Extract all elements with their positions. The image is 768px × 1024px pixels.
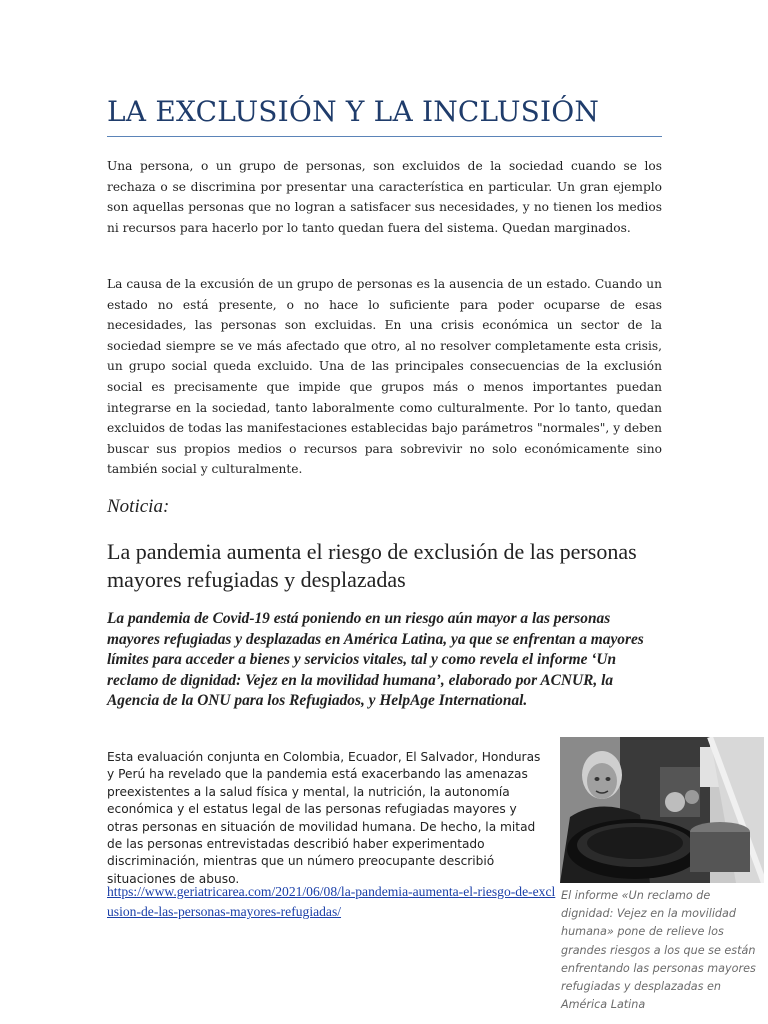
news-headline: La pandemia aumenta el riesgo de exclusión de las personas mayores refugiadas y desplazadas: [107, 539, 637, 592]
source-link[interactable]: https://www.geriatricarea.com/2021/06/08/la-pandemia-aumenta-el-riesgo-de-exclusion-de-las-personas-mayores-refugiadas/: [107, 884, 556, 919]
body-paragraph: Una persona, o un grupo de personas, son excluidos de la sociedad cuando se los rechaza o se discrimina por presentar una característica en particular. Un gran ejemplo son aquellas personas que no logran a satisfacer sus necesidades, y no tienen los medios ni recursos para hacerlo por lo tanto quedan fuera del sistema. Quedan marginados.: [107, 159, 662, 235]
image-caption: El informe «Un reclamo de dignidad: Vejez en la movilidad humana» pone de relieve los grandes riesgos a los que se están enfrentando las personas mayores refugiadas y desplazadas en América Latina: [561, 887, 765, 1014]
title-underline: [107, 136, 662, 137]
news-body: Esta evaluación conjunta en Colombia, Ecuador, El Salvador, Honduras y Perú ha revelado que la pandemia está exacerbando las amenazas preexistentes a la salud física y mental, la nutrición, la autonomía económica y el estatus legal de las personas refugiadas mayores y otras personas en situación de movilidad humana. De hecho, la mitad de las personas entrevistadas describió haber experimentado discriminación, mientras que un número preocupante describió situaciones de abuso.: [107, 750, 541, 886]
elderly-woman-photo-illustration: [560, 737, 764, 883]
news-photo: [560, 737, 764, 883]
body-paragraph: La causa de la excusión de un grupo de personas es la ausencia de un estado. Cuando un estado no está presente, o no hace lo suficiente para poder ocuparse de esas necesidades, las personas son excluidas. En una crisis económica un sector de la sociedad siempre se ve más afectado que otro, al no resolver completamente esta crisis, un grupo social queda excluido. Una de las principales consecuencias de la exclusión social es precisamente que impide que grupos más o menos importantes puedan integrarse en la sociedad, tanto laboralmente como culturalmente. Por lo tanto, quedan excluidos de todas las manifestaciones establecidas bajo parámetros "normales", y deben buscar sus propios medios o recursos para sobrevivir no solo económicamente sino también social y culturalmente.: [107, 277, 662, 477]
page-title: LA EXCLUSIÓN Y LA INCLUSIÓN: [107, 95, 600, 128]
news-section-label: Noticia:: [107, 496, 170, 517]
news-lead: La pandemia de Covid-19 está poniendo en un riesgo aún mayor a las personas mayores refugiadas y desplazadas en América Latina, ya que se enfrentan a mayores límites para acceder a bienes y servicios vitales, tal y como revela el informe ‘Un reclamo de dignidad: Vejez en la movilidad humana’, elaborado por ACNUR, la Agencia de la ONU para los Refugiados, y HelpAge International.: [107, 610, 644, 709]
